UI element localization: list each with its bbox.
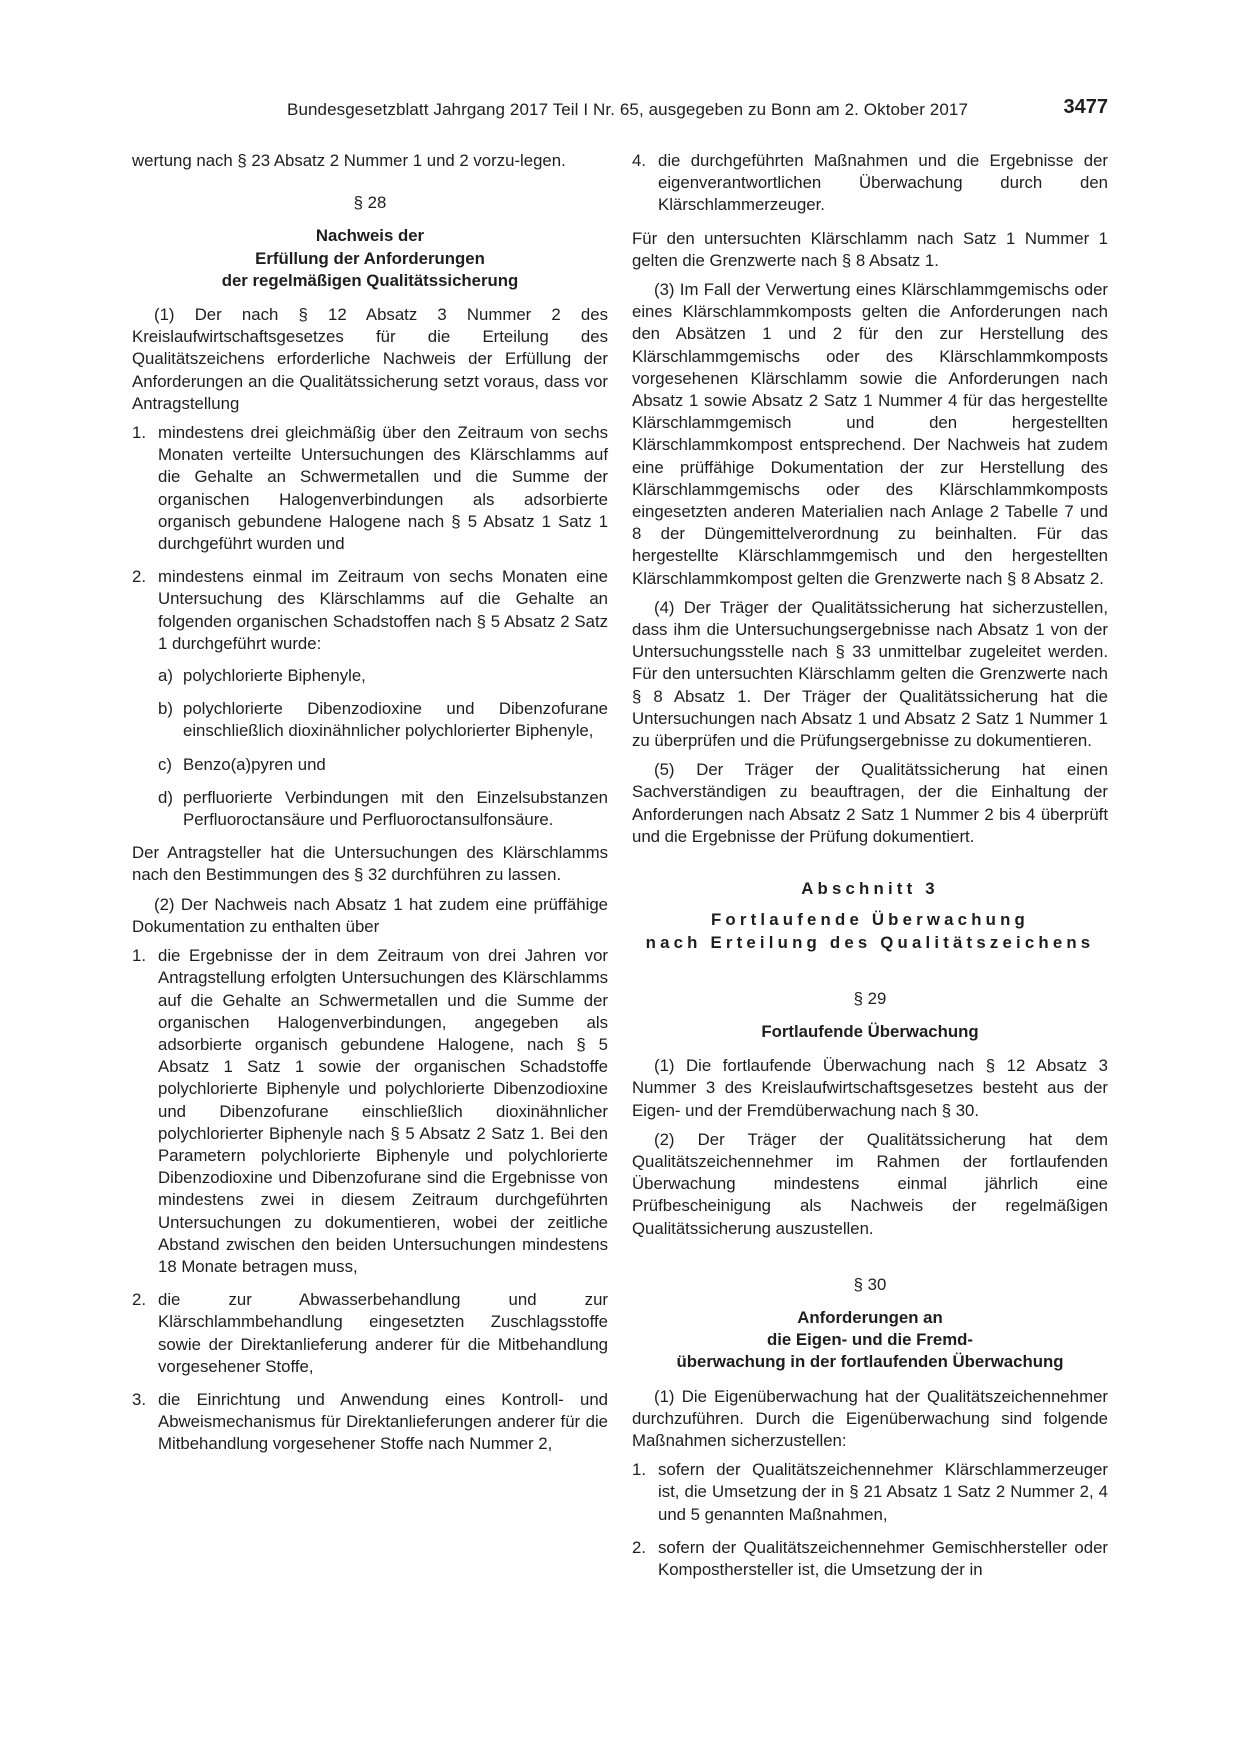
list-item	[132, 1289, 608, 1378]
list-item-number: 2.	[132, 567, 146, 587]
continuation-text: wertung nach § 23 Absatz 2 Nummer 1 und 2 vorzu-legen.	[132, 151, 566, 170]
section-30-number: § 30	[853, 1274, 887, 1294]
section-28-number: § 28	[353, 193, 387, 213]
sub-list-item-letter: b)	[158, 699, 173, 719]
s28-absatz-3: (3) Im Fall der Verwertung eines Klärschlammgemischs oder eines Klärschlammkomposts gelten die Anforderungen nach den Absätzen 1 und 2 für den zur Herstellung des Klärschlammgemischs oder des Klärschlammkomposts vorgesehenen Klärschlamm sowie die Anforderungen nach Absatz 1 sowie Absatz 2 Satz 1 Nummer 4 für das hergestellte Klärschlammgemisch und den hergestellten Klärschlammkompost entsprechend. Der Nachweis hat zudem eine prüffähige Dokumentation der zur Herstellung des Klärschlammgemischs oder des Klärschlammkomposts eingesetzten anderen Materialien nach Anlage 2 Tabelle 7 und 8 der Düngemittelverordnung zu beinhalten. Für das hergestellte Klärschlammgemisch und den hergestellten Klärschlammkompost gelten die Grenzwerte nach § 8 Absatz 2.	[632, 280, 1108, 588]
section-30-title-line: Anforderungen an	[797, 1307, 943, 1327]
abschnitt-title-line: Fortlaufende Überwachung	[710, 910, 1030, 930]
sub-list-item-letter: a)	[158, 666, 173, 686]
s28-absatz-1: (1) Der nach § 12 Absatz 3 Nummer 2 des Kreislaufwirtschaftsgesetzes für die Erteilung des Qualitätszeichens erforderliche Nachweis der Erfüllung der Anforderungen an die Qualitätssicherung setzt voraus, dass vor Antragstellung	[132, 305, 608, 413]
section-28-title-line: Nachweis der	[315, 226, 425, 246]
page-header	[132, 96, 1108, 124]
list-item-number: 4.	[632, 151, 646, 170]
s28-absatz-1-closing: Der Antragsteller hat die Untersuchungen des Klärschlamms nach den Bestimmungen des § 32 durchführen zu lassen.	[132, 843, 608, 885]
sub-list-item-text: polychlorierte Biphenyle,	[183, 666, 366, 686]
list-item	[132, 566, 608, 831]
s28-absatz-2-closing: Für den untersuchten Klärschlamm nach Satz 1 Nummer 1 gelten die Grenzwerte nach § 8 Absatz 1.	[632, 228, 1108, 270]
s28-absatz-1-list	[132, 422, 608, 831]
sub-list-item	[158, 698, 608, 742]
list-item-number: 1.	[132, 423, 146, 443]
list-item-number: 1.	[132, 946, 146, 966]
left-column	[132, 150, 608, 1467]
list-item	[632, 1459, 1108, 1526]
section-28-title-line: Erfüllung der Anforderungen	[255, 248, 485, 268]
s28-absatz-5: (5) Der Träger der Qualitätssicherung hat einen Sachverständigen zu beauftragen, der die Einhaltung der Anforderungen nach Absatz 2 Satz 1 Nummer 2 bis 4 überprüft und die Ergebnisse der Prüfung dokumentiert.	[632, 760, 1108, 846]
section-28-title	[132, 225, 608, 292]
section-30-title-line: die Eigen- und die Fremd-	[766, 1330, 974, 1350]
sub-list-item	[158, 787, 608, 831]
s28-absatz-4: (4) Der Träger der Qualitätssicherung hat sicherzustellen, dass ihm die Untersuchungsergebnisse nach Absatz 1 von der Untersuchungsstelle nach § 33 unmittelbar zugeleitet werden. Für den untersuchten Klärschlamm gelten die Grenzwerte nach § 8 Absatz 1. Der Träger der Qualitätssicherung hat die Untersuchungen nach Absatz 1 und Absatz 2 Satz 1 Nummer 1 zu überprüfen und die Prüfungsergebnisse zu dokumentieren.	[632, 597, 1108, 751]
list-item-number: 1.	[632, 1460, 646, 1480]
running-title: Bundesgesetzblatt Jahrgang 2017 Teil I Nr. 65, ausgegeben zu Bonn am 2. Oktober 2017	[287, 100, 968, 119]
abschnitt-title-line: nach Erteilung des Qualitätszeichens	[645, 932, 1095, 952]
abschnitt-title	[632, 909, 1108, 953]
section-29-title: Fortlaufende Überwachung	[761, 1021, 979, 1041]
s28-absatz-2: (2) Der Nachweis nach Absatz 1 hat zudem eine prüffähige Dokumentation zu enthalten über	[132, 894, 608, 936]
sub-list	[158, 665, 608, 831]
list-item-text: mindestens drei gleichmäßig über den Zeitraum von sechs Monaten verteilte Untersuchungen des Klärschlamms auf die Gehalte an Schwermetallen und die Summe der organischen Halogenverbindungen als adsorbierte organisch gebundene Halogene nach § 5 Absatz 1 Satz 1 durchgeführt wurden und	[158, 423, 608, 554]
list-item-text: die durchgeführten Maßnahmen und die Ergebnisse der eigenverantwortlichen Überwachung durch den Klärschlammerzeuger.	[658, 151, 1108, 215]
s29-absatz-2: (2) Der Träger der Qualitätssicherung hat dem Qualitätszeichennehmer im Rahmen der fortlaufenden Überwachung mindestens einmal jährlich eine Prüfbescheinigung als Nachweis der regelmäßigen Qualitätssicherung auszustellen.	[632, 1129, 1108, 1238]
abschnitt-label: Abschnitt 3	[801, 879, 939, 899]
section-29-number: § 29	[853, 988, 887, 1008]
list-item	[132, 422, 608, 555]
s29-absatz-1: (1) Die fortlaufende Überwachung nach § 12 Absatz 3 Nummer 3 des Kreislaufwirtschaftsgesetzes besteht aus der Eigen- und der Fremdüberwachung nach § 30.	[632, 1056, 1108, 1120]
sub-list-item-text: Benzo(a)pyren und	[183, 754, 326, 774]
s30-absatz-1-list	[632, 1459, 1108, 1581]
s28-absatz-2-list-continued	[632, 150, 1108, 217]
list-item-text: sofern der Qualitätszeichennehmer Gemischhersteller oder Komposthersteller ist, die Umsetzung der in	[658, 1537, 1108, 1579]
s28-absatz-2-list	[132, 945, 608, 1455]
right-column	[632, 150, 1108, 1592]
sub-list-item	[158, 754, 608, 776]
list-item-number: 2.	[132, 1290, 146, 1310]
list-item-text: mindestens einmal im Zeitraum von sechs Monaten eine Untersuchung des Klärschlamms auf die Gehalte an folgenden organischen Schadstoffen nach § 5 Absatz 2 Satz 1 durchgeführt wurde:	[158, 567, 608, 653]
section-28-title-line: der regelmäßigen Qualitätssicherung	[221, 270, 519, 290]
list-item-text: die Ergebnisse der in dem Zeitraum von drei Jahren vor Antragstellung erfolgten Untersuchungen des Klärschlamms auf die Gehalte an Schwermetallen und die Summe der organischen Halogenverbindungen, angegeben als adsorbierte organisch gebundene Halogene, nach § 5 Absatz 1 Satz 1 sowie der organischen Schadstoffe polychlorierte Biphenyle und polychlorierte Dibenzodioxine und Dibenzofurane einschließlich dioxinähnlicher polychlorierter Biphenyle nach § 5 Absatz 2 Satz 1. Bei den Parametern polychlorierte Biphenyle und polychlorierte Dibenzodioxine und Dibenzofurane sind die Ergebnisse von mindestens zwei in diesem Zeitraum durchgeführten Untersuchungen zu dokumentieren, wobei der zeitliche Abstand zwischen den beiden Untersuchungen mindestens 18 Monate betragen muss,	[158, 946, 608, 1276]
list-item	[132, 945, 608, 1278]
list-item-text: sofern der Qualitätszeichennehmer Klärschlammerzeuger ist, die Umsetzung der in § 21 Absatz 1 Satz 2 Nummer 2, 4 und 5 genannten Maßnahmen,	[658, 1460, 1108, 1524]
page-number: 3477	[1063, 96, 1108, 118]
list-item-text: die Einrichtung und Anwendung eines Kontroll- und Abweismechanismus für Direktanlieferungen anderer für die Mitbehandlung vorgesehener Stoffe nach Nummer 2,	[158, 1389, 608, 1454]
section-30-title	[632, 1307, 1108, 1374]
list-item	[632, 150, 1108, 217]
s30-absatz-1: (1) Die Eigenüberwachung hat der Qualitätszeichennehmer durchzuführen. Durch die Eigenüberwachung sind folgende Maßnahmen sicherzustellen:	[632, 1386, 1108, 1450]
list-item-text: die zur Abwasserbehandlung und zur Klärschlammbehandlung eingesetzten Zuschlagsstoffe sowie der Direktanlieferung anderer für die Mitbehandlung vorgesehener Stoffe,	[158, 1290, 608, 1376]
list-item-number: 2.	[632, 1537, 646, 1557]
list-item	[632, 1537, 1108, 1581]
section-30-title-line: überwachung in der fortlaufenden Überwachung	[676, 1352, 1064, 1372]
sub-list-item-text: polychlorierte Dibenzodioxine und Dibenzofurane einschließlich dioxinähnlicher polychlorierter Biphenyle,	[183, 699, 608, 741]
sub-list-item-text: perfluorierte Verbindungen mit den Einzelsubstanzen Perfluoroctansäure und Perfluoroctansulfonsäure.	[183, 787, 608, 830]
list-item	[132, 1389, 608, 1456]
sub-list-item	[158, 665, 608, 687]
sub-list-item-letter: c)	[158, 754, 172, 774]
list-item-number: 3.	[132, 1389, 146, 1409]
sub-list-item-letter: d)	[158, 787, 173, 807]
